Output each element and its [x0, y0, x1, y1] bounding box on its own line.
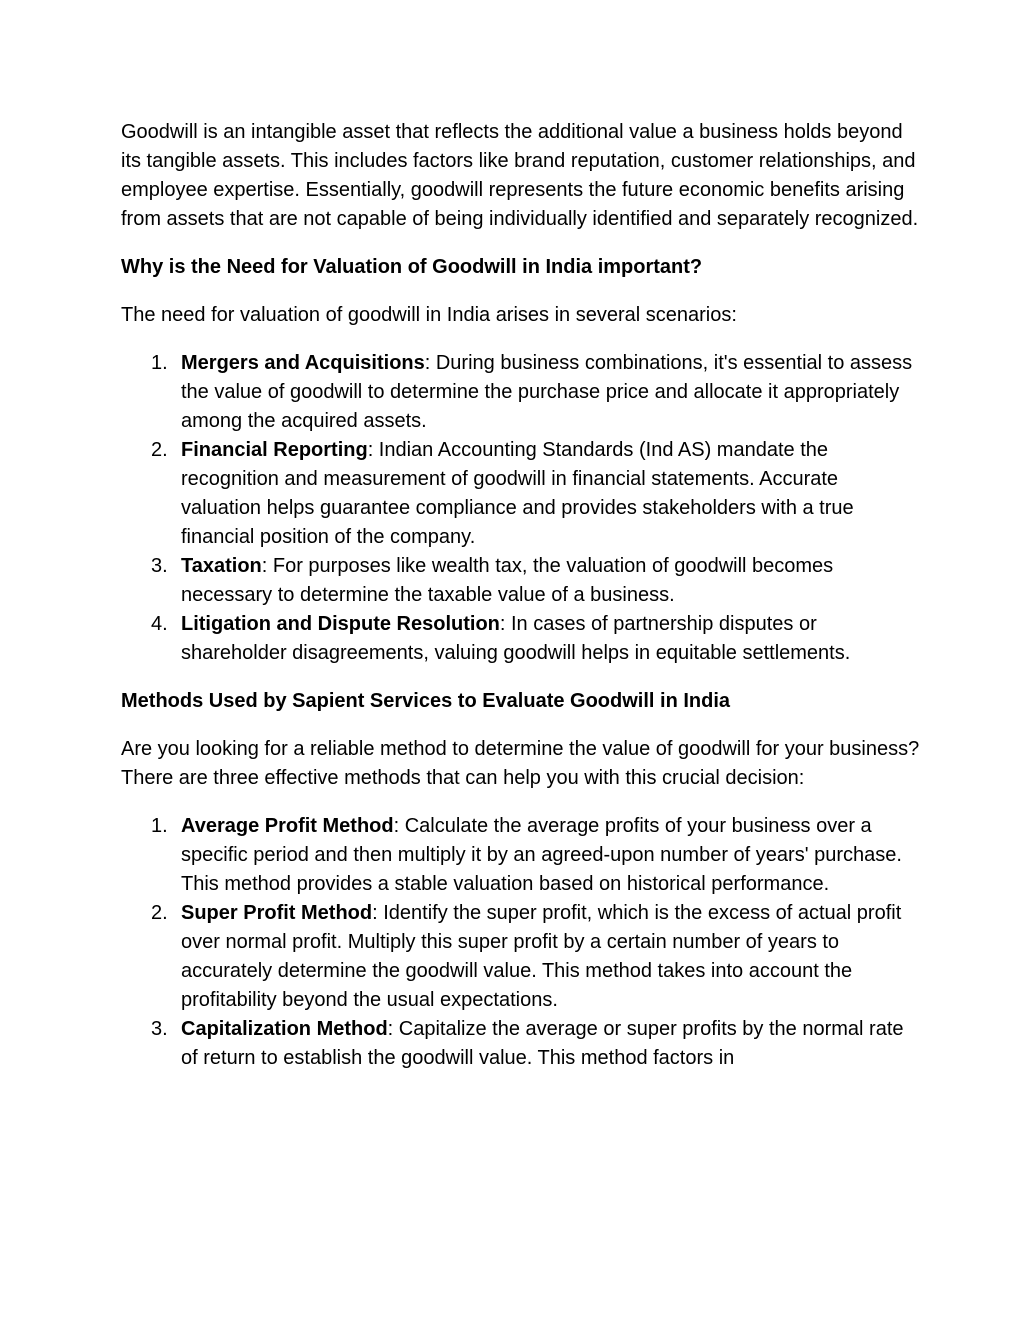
list-item — [121, 1015, 921, 1073]
scenarios-list — [121, 349, 921, 668]
list-item-term: Capitalization Method — [181, 1018, 388, 1040]
section-lead-paragraph: Are you looking for a reliable method to determine the value of goodwill for your business? There are three effective methods that can help you with this crucial decision: — [121, 738, 920, 789]
list-item — [121, 436, 921, 552]
list-item-number: 3. — [151, 1018, 168, 1040]
list-item-term: Financial Reporting — [181, 439, 368, 461]
list-item — [121, 610, 921, 668]
section-lead-paragraph: The need for valuation of goodwill in India arises in several scenarios: — [121, 304, 737, 326]
list-item-term: Mergers and Acquisitions — [181, 352, 425, 374]
list-item-text: : Calculate the average profits of your business over a specific period and then multiply it by an agreed-upon number of years' purchase. This method provides a stable valuation based on historical performance. — [181, 815, 902, 895]
list-item-term: Super Profit Method — [181, 902, 373, 924]
list-item-term: Taxation — [181, 555, 262, 577]
list-item-text: : Identify the super profit, which is the excess of actual profit over normal profit. Multiply this super profit by a certain number of years to accurately determine the goodwill value. This method takes into account the profitability beyond the usual expectations. — [181, 902, 902, 1011]
list-item-text: : Indian Accounting Standards (Ind AS) mandate the recognition and measurement of goodwill in financial statements. Accurate valuation helps guarantee compliance and provides stakeholders with a true financial position of the company. — [181, 439, 854, 548]
list-item-number: 2. — [151, 902, 168, 924]
list-item-number: 2. — [151, 439, 168, 461]
methods-list — [121, 812, 921, 1073]
list-item-text: : Capitalize the average or super profits by the normal rate of return to establish the goodwill value. This method factors in — [181, 1018, 904, 1069]
list-item-number: 3. — [151, 555, 168, 577]
document-page — [121, 118, 921, 1092]
list-item-term: Litigation and Dispute Resolution — [181, 613, 500, 635]
list-item — [121, 552, 921, 610]
list-item-text: : During business combinations, it's essential to assess the value of goodwill to determine the purchase price and allocate it appropriately among the acquired assets. — [181, 352, 913, 432]
section-heading-methods: Methods Used by Sapient Services to Evaluate Goodwill in India — [121, 690, 731, 712]
list-item-term: Average Profit Method — [181, 815, 394, 837]
intro-paragraph: Goodwill is an intangible asset that reflects the additional value a business holds beyond its tangible assets. This includes factors like brand reputation, customer relationships, and employee expertise. Essentially, goodwill represents the future economic benefits arising from assets that are not capable of being individually identified and separately recognized. — [121, 121, 919, 230]
list-item — [121, 349, 921, 436]
list-item-number: 1. — [151, 815, 168, 837]
list-item-number: 1. — [151, 352, 168, 374]
list-item-text: : In cases of partnership disputes or shareholder disagreements, valuing goodwill helps in equitable settlements. — [181, 613, 851, 664]
section-heading-need-for-valuation: Why is the Need for Valuation of Goodwill in India important? — [121, 256, 703, 278]
list-item-number: 4. — [151, 613, 168, 635]
list-item — [121, 899, 921, 1015]
list-item-text: : For purposes like wealth tax, the valuation of goodwill becomes necessary to determine the taxable value of a business. — [181, 555, 834, 606]
list-item — [121, 812, 921, 899]
